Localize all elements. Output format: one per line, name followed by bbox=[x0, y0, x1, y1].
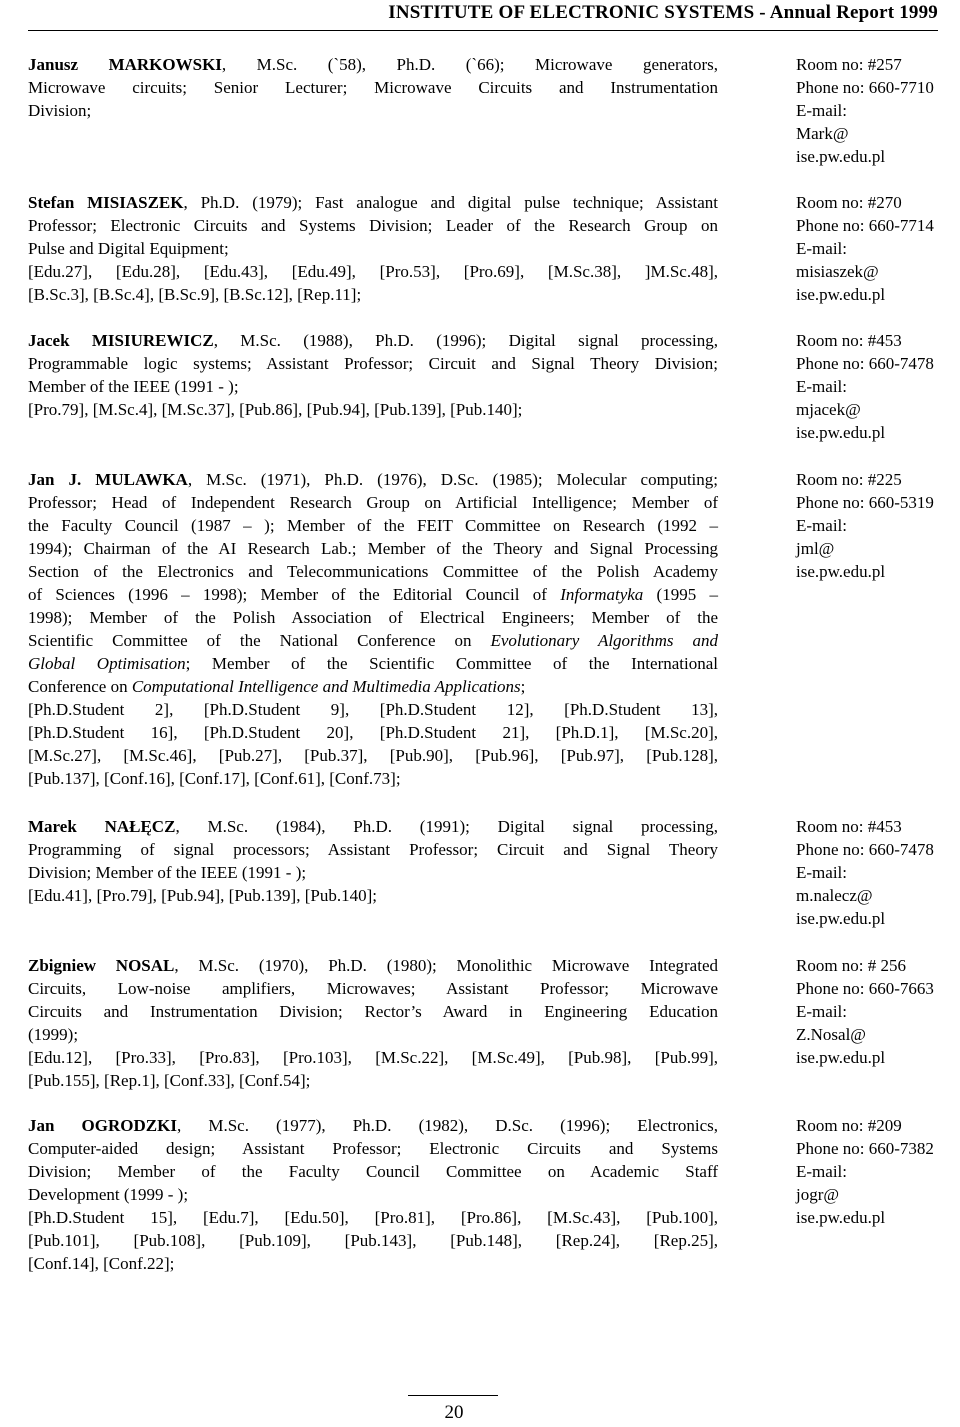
italic-title: Informatyka bbox=[560, 585, 644, 604]
bio-text: , M.Sc. (1971), Ph.D. (1976), D.Sc. (1985); Molecular computing; bbox=[187, 470, 718, 489]
bio-line: Professor; Electronic Circuits and Systems Division; Leader of the Research Group on bbox=[28, 216, 718, 235]
bio-text: , M.Sc. (1970), Ph.D. (1980); Monolithic Microwave Integrated bbox=[174, 956, 719, 975]
phone-number: Phone no: 660-5319 bbox=[796, 493, 934, 512]
staff-contact bbox=[796, 191, 960, 306]
italic-title: Computational Intelligence and Multimedia Applications bbox=[131, 677, 521, 696]
staff-name: Stefan MISIASZEK bbox=[28, 193, 184, 212]
staff-name: Marek NAŁĘCZ bbox=[28, 817, 176, 836]
phone-number: Phone no: 660-7710 bbox=[796, 78, 934, 97]
staff-contact bbox=[796, 468, 960, 583]
bio-line: [Edu.41], [Pro.79], [Pub.94], [Pub.139], [Pub.140]; bbox=[28, 886, 377, 905]
bio-line: Member of the IEEE (1991 - ); bbox=[28, 377, 239, 396]
phone-number: Phone no: 660-7382 bbox=[796, 1139, 934, 1158]
staff-name: Jacek MISIUREWICZ bbox=[28, 331, 214, 350]
email-domain[interactable]: ise.pw.edu.pl bbox=[796, 1208, 886, 1227]
room-number: Room no: # 256 bbox=[796, 956, 907, 975]
staff-bio bbox=[28, 954, 718, 1092]
bio-line bbox=[28, 815, 718, 838]
email-label: E-mail: bbox=[796, 101, 847, 120]
bio-line: Division; Member of the IEEE (1991 - ); bbox=[28, 863, 307, 882]
bio-line: Section of the Electronics and Telecommunications Committee of the Polish Academy bbox=[28, 562, 718, 581]
italic-title: Global Optimisation bbox=[28, 654, 186, 673]
email-user[interactable]: jogr@ bbox=[796, 1185, 840, 1204]
bio-line: (1999); bbox=[28, 1025, 79, 1044]
bio-line: [Edu.27], [Edu.28], [Edu.43], [Edu.49], [Pro.53], [Pro.69], [M.Sc.38], ]M.Sc.48], bbox=[28, 262, 718, 281]
email-user[interactable]: misiaszek@ bbox=[796, 262, 879, 281]
italic-title: Evolutionary Algorithms and bbox=[490, 631, 719, 650]
staff-contact bbox=[796, 954, 960, 1069]
footer-divider bbox=[408, 1395, 498, 1396]
email-label: E-mail: bbox=[796, 377, 847, 396]
bio-line: Scientific Committee of the National Conference on Evolutionary Algorithms and bbox=[28, 631, 719, 650]
bio-line: the Faculty Council (1987 – ); Member of the FEIT Committee on Research (1992 – bbox=[28, 516, 718, 535]
staff-name: Jan OGRODZKI bbox=[28, 1116, 177, 1135]
phone-number: Phone no: 660-7714 bbox=[796, 216, 934, 235]
phone-number: Phone no: 660-7478 bbox=[796, 354, 934, 373]
email-user[interactable]: m.nalecz@ bbox=[796, 886, 873, 905]
email-user[interactable]: Mark@ bbox=[796, 124, 849, 143]
bio-text: , Ph.D. (1979); Fast analogue and digital pulse technique; Assistant bbox=[183, 193, 718, 212]
bio-text: , M.Sc. (`58), Ph.D. (`66); Microwave generators, bbox=[221, 55, 718, 74]
bio-line: Conference on Computational Intelligence and Multimedia Applications; bbox=[28, 677, 526, 696]
staff-bio bbox=[28, 815, 718, 907]
bio-line: [M.Sc.27], [M.Sc.46], [Pub.27], [Pub.37], [Pub.90], [Pub.96], [Pub.97], [Pub.128], bbox=[28, 746, 718, 765]
bio-line: Programming of signal processors; Assistant Professor; Circuit and Signal Theory bbox=[28, 840, 718, 859]
bio-line: [Conf.14], [Conf.22]; bbox=[28, 1254, 175, 1273]
bio-text: , M.Sc. (1988), Ph.D. (1996); Digital signal processing, bbox=[213, 331, 718, 350]
bio-text: , M.Sc. (1984), Ph.D. (1991); Digital signal processing, bbox=[175, 817, 718, 836]
bio-line: [Ph.D.Student 15], [Edu.7], [Edu.50], [Pro.81], [Pro.86], [M.Sc.43], [Pub.100], bbox=[28, 1208, 718, 1227]
staff-contact bbox=[796, 53, 960, 168]
email-domain[interactable]: ise.pw.edu.pl bbox=[796, 562, 886, 581]
staff-bio bbox=[28, 468, 718, 790]
email-user[interactable]: jml@ bbox=[796, 539, 835, 558]
bio-line bbox=[28, 954, 718, 977]
bio-line: 1994); Chairman of the AI Research Lab.; Member of the Theory and Signal Processing bbox=[28, 539, 718, 558]
email-domain[interactable]: ise.pw.edu.pl bbox=[796, 147, 886, 166]
email-label: E-mail: bbox=[796, 239, 847, 258]
room-number: Room no: #453 bbox=[796, 331, 902, 350]
staff-contact bbox=[796, 1114, 960, 1229]
bio-line: [Edu.12], [Pro.33], [Pro.83], [Pro.103], [M.Sc.22], [M.Sc.49], [Pub.98], [Pub.99], bbox=[28, 1048, 718, 1067]
bio-line bbox=[28, 191, 718, 214]
bio-line: Computer-aided design; Assistant Professor; Electronic Circuits and Systems bbox=[28, 1139, 718, 1158]
bio-line: 1998); Member of the Polish Association of Electrical Engineers; Member of the bbox=[28, 608, 718, 627]
bio-line: [Pub.101], [Pub.108], [Pub.109], [Pub.143], [Pub.148], [Rep.24], [Rep.25], bbox=[28, 1231, 718, 1250]
bio-line: of Sciences (1996 – 1998); Member of the Editorial Council of Informatyka (1995 – bbox=[28, 585, 718, 604]
email-domain[interactable]: ise.pw.edu.pl bbox=[796, 1048, 886, 1067]
bio-line bbox=[28, 1114, 718, 1137]
bio-line: [Pub.155], [Rep.1], [Conf.33], [Conf.54]; bbox=[28, 1071, 311, 1090]
email-label: E-mail: bbox=[796, 1162, 847, 1181]
staff-bio bbox=[28, 1114, 718, 1275]
staff-bio bbox=[28, 191, 718, 306]
bio-line: Professor; Head of Independent Research Group on Artificial Intelligence; Member of bbox=[28, 493, 718, 512]
bio-line: Circuits and Instrumentation Division; Rector’s Award in Engineering Education bbox=[28, 1002, 718, 1021]
phone-number: Phone no: 660-7478 bbox=[796, 840, 934, 859]
bio-line bbox=[28, 468, 718, 491]
email-label: E-mail: bbox=[796, 516, 847, 535]
email-domain[interactable]: ise.pw.edu.pl bbox=[796, 285, 886, 304]
bio-line: Programmable logic systems; Assistant Professor; Circuit and Signal Theory Division; bbox=[28, 354, 718, 373]
staff-bio bbox=[28, 329, 718, 421]
bio-line: Pulse and Digital Equipment; bbox=[28, 239, 229, 258]
room-number: Room no: #270 bbox=[796, 193, 902, 212]
room-number: Room no: #257 bbox=[796, 55, 902, 74]
bio-text: , M.Sc. (1977), Ph.D. (1982), D.Sc. (1996); Electronics, bbox=[176, 1116, 719, 1135]
staff-name: Jan J. MULAWKA bbox=[28, 470, 188, 489]
room-number: Room no: #225 bbox=[796, 470, 902, 489]
bio-line: Development (1999 - ); bbox=[28, 1185, 189, 1204]
bio-line: [Ph.D.Student 16], [Ph.D.Student 20], [Ph.D.Student 21], [Ph.D.1], [M.Sc.20], bbox=[28, 723, 718, 742]
email-label: E-mail: bbox=[796, 863, 847, 882]
bio-line: Global Optimisation; Member of the Scientific Committee of the International bbox=[28, 654, 718, 673]
header-divider bbox=[28, 30, 938, 31]
bio-line bbox=[28, 329, 718, 352]
email-label: E-mail: bbox=[796, 1002, 847, 1021]
email-user[interactable]: Z.Nosal@ bbox=[796, 1025, 866, 1044]
bio-line: Circuits, Low-noise amplifiers, Microwaves; Assistant Professor; Microwave bbox=[28, 979, 718, 998]
bio-line: [B.Sc.3], [B.Sc.4], [B.Sc.9], [B.Sc.12], [Rep.11]; bbox=[28, 285, 362, 304]
email-user[interactable]: mjacek@ bbox=[796, 400, 861, 419]
bio-line: Microwave circuits; Senior Lecturer; Microwave Circuits and Instrumentation bbox=[28, 78, 718, 97]
bio-line: [Pro.79], [M.Sc.4], [M.Sc.37], [Pub.86], [Pub.94], [Pub.139], [Pub.140]; bbox=[28, 400, 523, 419]
bio-line: [Pub.137], [Conf.16], [Conf.17], [Conf.61], [Conf.73]; bbox=[28, 769, 401, 788]
staff-name: Zbigniew NOSAL bbox=[28, 956, 175, 975]
staff-bio bbox=[28, 53, 718, 122]
page-header: INSTITUTE OF ELECTRONIC SYSTEMS - Annual Report 1999 bbox=[388, 2, 938, 23]
room-number: Room no: #453 bbox=[796, 817, 902, 836]
room-number: Room no: #209 bbox=[796, 1116, 902, 1135]
email-domain[interactable]: ise.pw.edu.pl bbox=[796, 909, 886, 928]
bio-line: [Ph.D.Student 2], [Ph.D.Student 9], [Ph.D.Student 12], [Ph.D.Student 13], bbox=[28, 700, 718, 719]
staff-name: Janusz MARKOWSKI bbox=[28, 55, 222, 74]
staff-contact bbox=[796, 815, 960, 930]
email-domain[interactable]: ise.pw.edu.pl bbox=[796, 423, 886, 442]
bio-line: Division; Member of the Faculty Council Committee on Academic Staff bbox=[28, 1162, 718, 1181]
phone-number: Phone no: 660-7663 bbox=[796, 979, 934, 998]
bio-line: Division; bbox=[28, 101, 92, 120]
staff-contact bbox=[796, 329, 960, 444]
page-number: 20 bbox=[444, 1402, 464, 1423]
bio-line bbox=[28, 53, 718, 76]
